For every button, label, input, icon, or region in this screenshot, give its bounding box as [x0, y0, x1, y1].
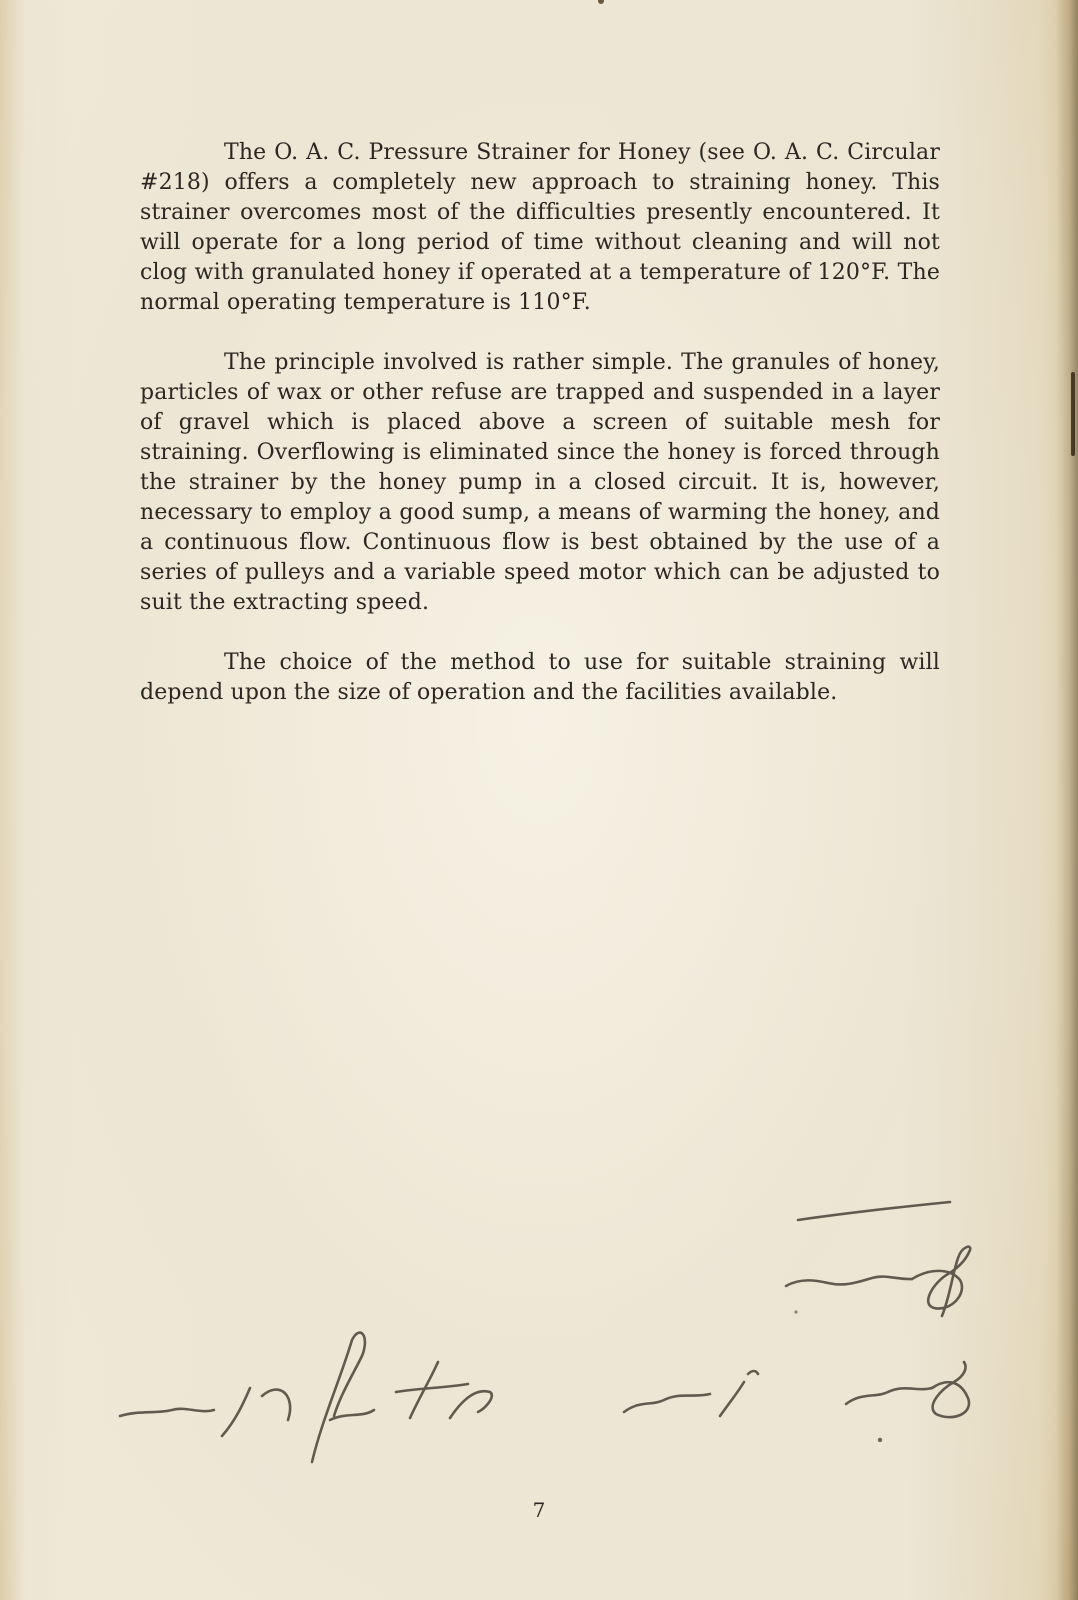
- pencil-dot: [794, 1310, 797, 1313]
- page-number: 7: [532, 1498, 546, 1522]
- paragraph-choice-of-method: The choice of the method to use for suitable straining will depend upon the size of operation and the facilities available.: [140, 650, 940, 705]
- body-text: [140, 138, 940, 738]
- pencil-dot: [878, 1438, 882, 1442]
- paragraph-principle: The principle involved is rather simple. The granules of honey, particles of wax or other refuse are trapped and suspended in a layer of gravel which is placed above a screen of suitable mesh for straining. Overflowing is eliminated since the honey is forced through the strainer by the honey pump in a closed circuit. It is, however, necessary to employ a good sump, a means of warming the honey, and a continuous flow. Continuous flow is best obtained by the use of a series of pulleys and a variable speed motor which can be adjusted to suit the extracting speed.: [140, 350, 940, 615]
- top-edge-mark: [598, 0, 604, 4]
- binding-edge-mark: [1071, 372, 1075, 456]
- paragraph-pressure-strainer: The O. A. C. Pressure Strainer for Honey (see O. A. C. Circular #218) offers a completely new approach to straining honey. This strainer overcomes most of the difficulties presently encountered. It will operate for a long period of time without cleaning and will not clog with granulated honey if operated at a temperature of 120°F. The normal operating temperature is 110°F.: [140, 140, 940, 315]
